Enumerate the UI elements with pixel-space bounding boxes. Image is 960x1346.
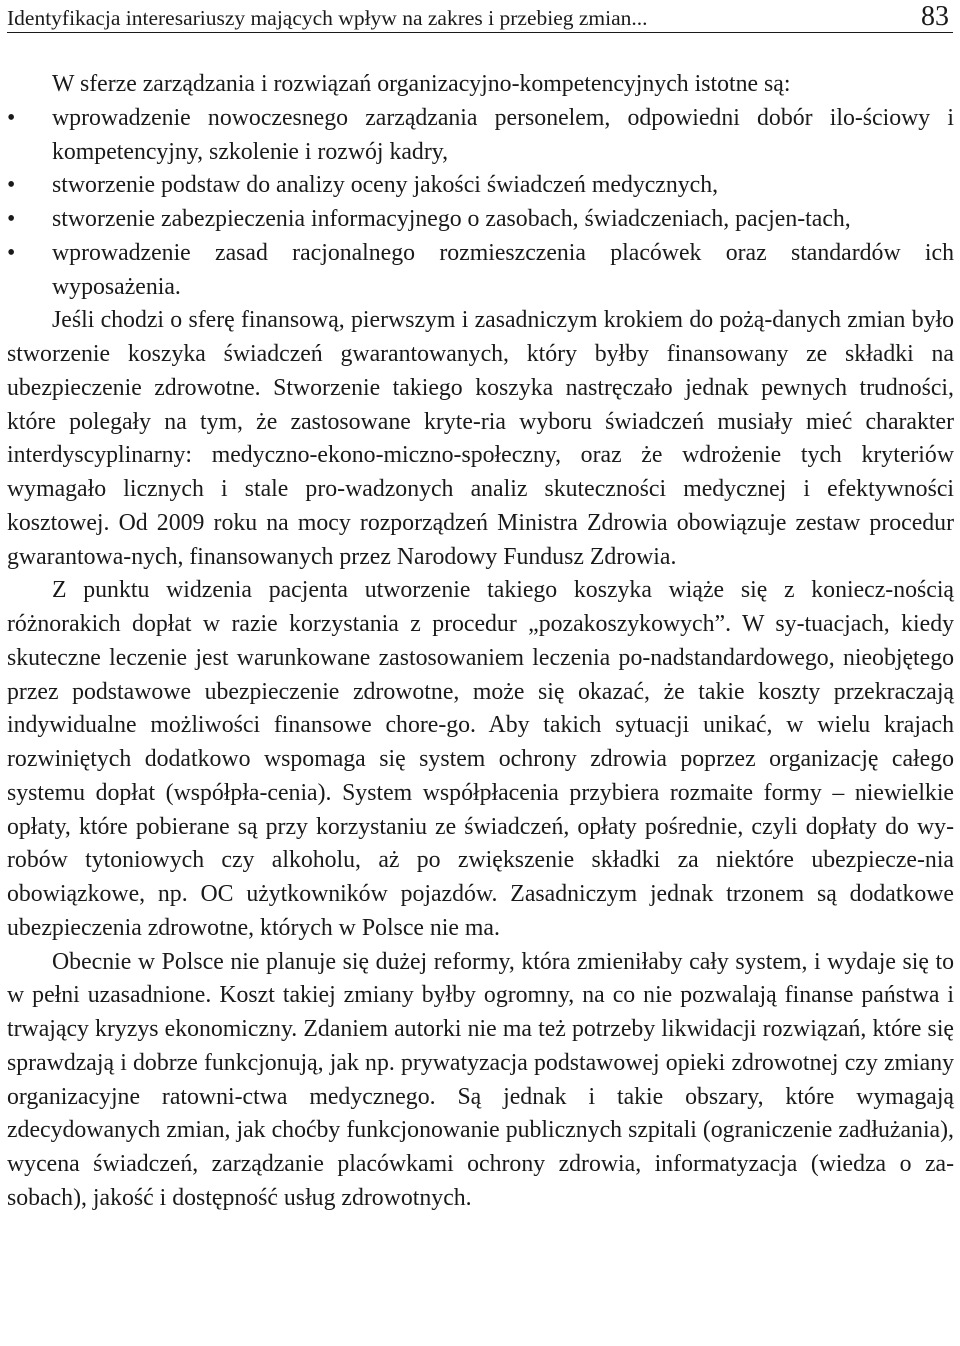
- paragraph-reform: Obecnie w Polsce nie planuje się dużej reformy, która zmieniłaby cały system, i wydaje się to w pełni uzasadnione. Koszt takiej zmiany byłby ogromny, na co nie pozwalają finanse państwa i trwający kryzys ekonomiczny. Zdaniem autorki nie ma też potrzeby likwidacji rozwiązań, które się sprawdzają i dobrze funkcjonują, jak np. prywatyzacja podstawowej opieki zdrowotnej czy zmiany organizacyjne ratowni-ctwa medycznego. Są jednak i takie obszary, które wymagają zdecydowanych zmian, jak choćby funkcjonowanie publicznych szpitali (ograniczenie zadłużania), wycena świadczeń, zarządzanie placówkami ochrony zdrowia, informatyzacja (wiedza o za-sobach), jakość i dostępność usług zdrowotnych.: [7, 948, 954, 1211]
- bullet-list: [7, 102, 954, 305]
- bullet-marker: •: [7, 239, 16, 266]
- bullet-marker: •: [7, 104, 16, 131]
- bullet-item: [7, 237, 954, 305]
- bullet-item-text: wprowadzenie zasad racjonalnego rozmieszczenia placówek oraz standardów ich wyposażenia.: [52, 239, 954, 300]
- running-title: Identyfikacja interesariuszy mających wpływ na zakres i przebieg zmian...: [7, 6, 648, 30]
- bullet-item-text: stworzenie zabezpieczenia informacyjnego o zasobach, świadczeniach, pacjen-tach,: [52, 206, 851, 232]
- bullet-item-text: wprowadzenie nowoczesnego zarządzania personelem, odpowiedni dobór ilo-ściowy i kompetencyjny, szkolenie i rozwój kadry,: [52, 104, 954, 165]
- bullet-marker: •: [7, 172, 16, 199]
- page-number: 83: [921, 1, 949, 32]
- bullet-item-text: stworzenie podstaw do analizy oceny jakości świadczeń medycznych,: [52, 172, 719, 199]
- bullet-item: [7, 169, 954, 203]
- bullet-marker: •: [7, 206, 16, 232]
- paragraph-finance: Jeśli chodzi o sferę finansową, pierwszym i zasadniczym krokiem do pożą-danych zmian było stworzenie koszyka świadczeń gwarantowanych, który byłby finansowany ze składki na ubezpieczenie zdrowotne. Stworzenie takiego koszyka nastręczało jednak pewnych trudności, które polegały na tym, że zastosowane kryte-ria wyboru świadczeń musiały mieć charakter interdyscyplinarny: medyczno-ekono-miczno-społeczny, oraz że wdrożenie tych kryteriów wymagało licznych i stale pro-wadzonych analiz skuteczności medycznej i efektywności kosztowej. Od 2009 roku na mocy rozporządzeń Ministra Zdrowia obowiązuje zestaw procedur gwarantowa-nych, finansowanych przez Narodowy Fundusz Zdrowia.: [7, 307, 954, 570]
- paragraph-patient: Z punktu widzenia pacjenta utworzenie takiego koszyka wiąże się z koniecz-nością różnorakich dopłat w razie korzystania z procedur „pozakoszykowych”. W sy-tuacjach, kiedy skuteczne leczenie jest warunkowane zastosowaniem leczenia po-nadstandardowego, nieobjętego przez podstawowe ubezpieczenie zdrowotne, może się okazać, że takie koszty przekraczają indywidualne możliwości finansowe chore-go. Aby takich sytuacji unikać, w wielu krajach rozwiniętych dodatkowo wspomaga się system ochrony zdrowia poprzez organizację całego systemu dopłat (współpła-cenia). System współpłacenia przybiera rozmaite formy – niewielkie opłaty, które pobierane są przy korzystaniu ze świadczeń, opłaty pośrednie, czyli dopłaty do wy-robów tytoniowych czy alkoholu, aż po zwiększenie składki za niektóre ubezpiecze-nia obowiązkowe, np. OC użytkowników pojazdów. Zasadniczym jednak trzonem są dodatkowe ubezpieczenia zdrowotne, których w Polsce nie ma.: [7, 577, 954, 941]
- running-header: [7, 1, 953, 33]
- body-text: [7, 68, 954, 1216]
- intro-paragraph: W sferze zarządzania i rozwiązań organizacyjno-kompetencyjnych istotne są:: [52, 71, 791, 97]
- bullet-item: [7, 203, 954, 237]
- bullet-item: [7, 102, 954, 170]
